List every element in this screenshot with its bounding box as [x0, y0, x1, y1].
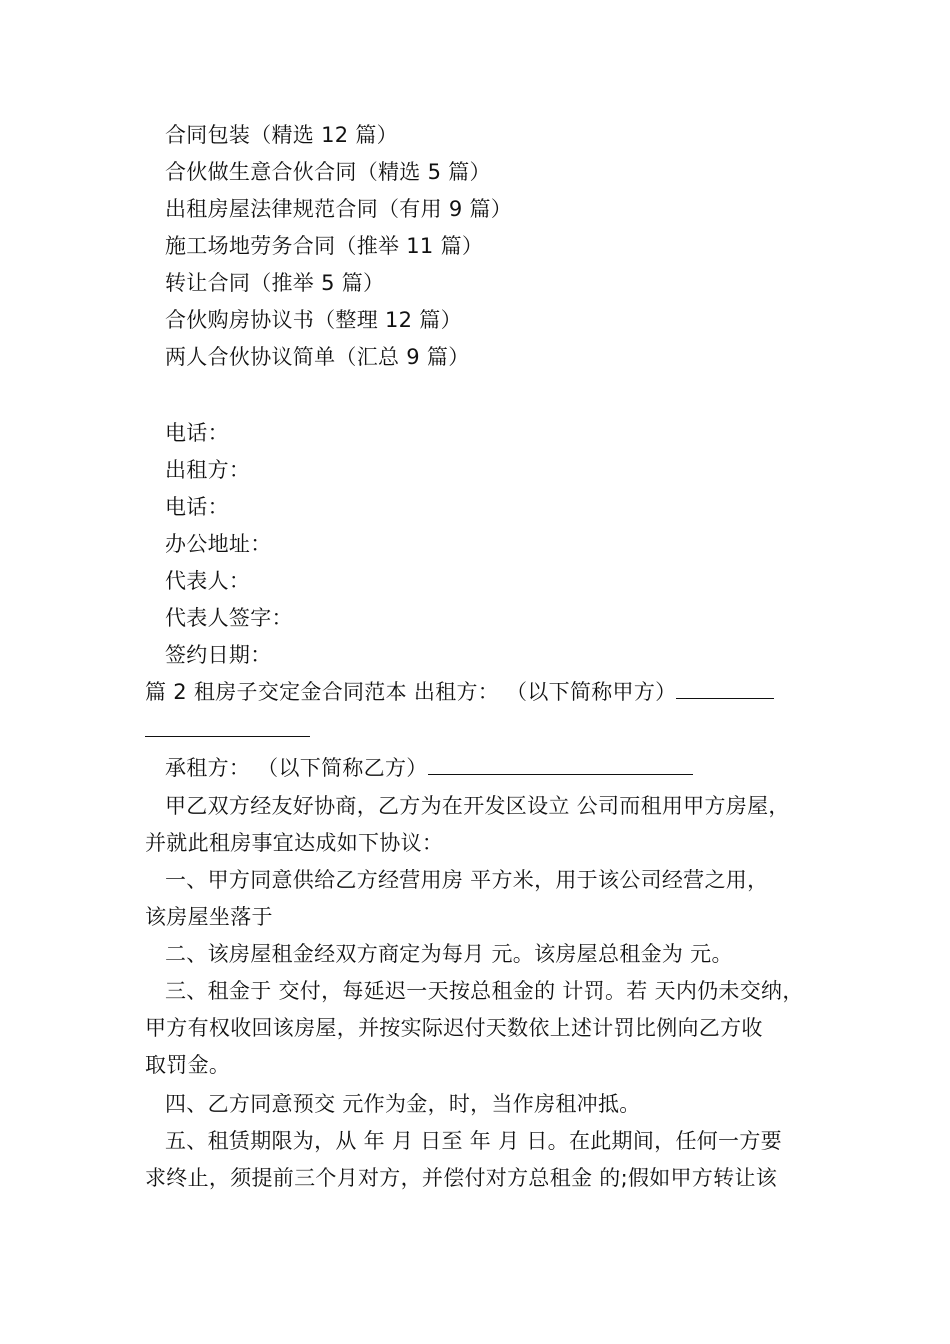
paragraph-line: 一、甲方同意供给乙方经营用房 平方米，用于该公司经营之用， — [165, 868, 769, 892]
contact-phone-label: 电话： — [165, 495, 229, 519]
lessor-blank-continuation — [145, 712, 825, 748]
related-item: 两人合伙协议简单（汇总 9 篇） — [165, 345, 470, 369]
article-heading-text: 篇 2 租房子交定金合同范本 出租方： （以下简称甲方） — [145, 680, 677, 704]
related-item: 出租房屋法律规范合同（有用 9 篇） — [165, 197, 513, 221]
paragraph-line: 四、乙方同意预交 元作为金，时，当作房租冲抵。 — [165, 1092, 641, 1116]
paragraph-line: 甲方有权收回该房屋，并按实际迟付天数依上述计罚比例向乙方收 — [145, 1016, 763, 1040]
paragraph-line: 求终止，须提前三个月对方，并偿付对方总租金 的;假如甲方转让该 — [145, 1166, 778, 1190]
paragraph-line: 并就此租房事宜达成如下协议： — [145, 831, 444, 855]
paragraph-line: 该房屋坐落于 — [145, 905, 273, 929]
paragraph-line: 五、租赁期限为，从 年 月 日至 年 月 日。在此期间，任何一方要 — [165, 1129, 782, 1153]
related-item: 合伙购房协议书（整理 12 篇） — [165, 308, 462, 332]
contact-signature-label: 代表人签字： — [165, 606, 293, 630]
related-item: 施工场地劳务合同（推举 11 篇） — [165, 234, 484, 258]
contact-lessor-label: 出租方： — [165, 458, 251, 482]
related-item: 转让合同（推举 5 篇） — [165, 271, 385, 295]
lessor-blank-line — [676, 674, 774, 699]
paragraph-line: 三、租金于 交付，每延迟一天按总租金的 计罚。若 天内仍未交纳， — [165, 979, 804, 1003]
related-item: 合同包装（精选 12 篇） — [165, 123, 398, 147]
article-heading — [145, 674, 825, 710]
lessor-blank-line-2 — [145, 712, 310, 737]
contact-office-address-label: 办公地址： — [165, 532, 272, 556]
paragraph-line: 取罚金。 — [145, 1053, 231, 1077]
contact-sign-date-label: 签约日期： — [165, 643, 272, 667]
tenant-blank-line — [428, 750, 693, 775]
paragraph-line: 二、该房屋租金经双方商定为每月 元。该房屋总租金为 元。 — [165, 942, 733, 966]
paragraph-line: 甲乙双方经友好协商，乙方为在开发区设立 公司而租用甲方房屋， — [165, 794, 790, 818]
tenant-line-text: 承租方： （以下简称乙方） — [165, 756, 428, 780]
contact-phone-label: 电话： — [165, 421, 229, 445]
related-item: 合伙做生意合伙合同（精选 5 篇） — [165, 160, 491, 184]
contact-representative-label: 代表人： — [165, 569, 251, 593]
tenant-line — [165, 750, 845, 786]
